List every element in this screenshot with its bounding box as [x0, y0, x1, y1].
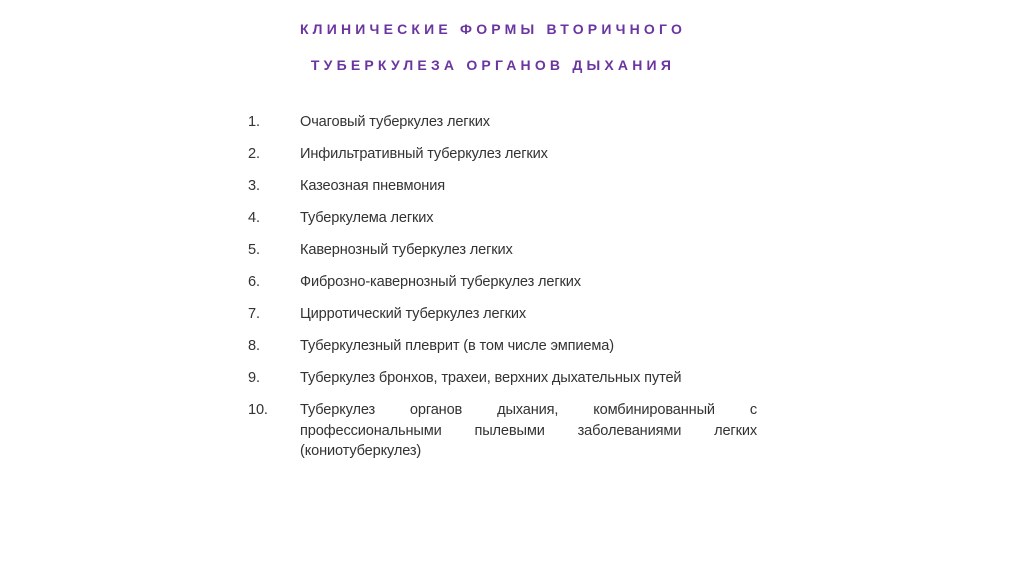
- slide-title-line-2: ТУБЕРКУЛЕЗА ОРГАНОВ ДЫХАНИЯ: [310, 57, 676, 73]
- list-item: [248, 208, 758, 229]
- list-item-number: 6.: [248, 274, 260, 290]
- list-item-text: Туберкулезный плеврит (в том числе эмпиема): [300, 338, 614, 354]
- list-item-text: Кавернозный туберкулез легких: [300, 242, 513, 258]
- list-item-number: 5.: [248, 242, 260, 258]
- list-item-text: Очаговый туберкулез легких: [300, 114, 490, 130]
- list-item: [248, 336, 758, 357]
- list-item-number: 3.: [248, 178, 260, 194]
- list-item: [248, 304, 758, 325]
- list-item-text: Туберкулема легких: [300, 210, 434, 226]
- list-item: [248, 272, 758, 293]
- list-item-number: 4.: [248, 210, 260, 226]
- list-item-number: 8.: [248, 338, 260, 354]
- list-item: [248, 368, 758, 389]
- list-item-number: 2.: [248, 146, 260, 162]
- list-item: [248, 240, 758, 261]
- list-item: [248, 176, 758, 197]
- list-item-text: Туберкулез органов дыхания, комбинированный с профессиональными пылевыми заболеваниями легких (кониотуберкулез): [300, 402, 757, 459]
- list-item-text: Инфильтративный туберкулез легких: [300, 146, 548, 162]
- list-item-text: Казеозная пневмония: [300, 178, 445, 194]
- list-item-text: Туберкулез бронхов, трахеи, верхних дыхательных путей: [300, 370, 682, 386]
- list-item-number: 1.: [248, 114, 260, 130]
- list-item-number: 7.: [248, 306, 260, 322]
- list-item-text: Фиброзно-кавернозный туберкулез легких: [300, 274, 581, 290]
- forms-list: [248, 112, 758, 473]
- list-item-number: 9.: [248, 370, 260, 386]
- list-item: [248, 400, 758, 462]
- list-item: [248, 112, 758, 133]
- list-item: [248, 144, 758, 165]
- list-item-text: Цирротический туберкулез легких: [300, 306, 527, 322]
- list-item-number: 10.: [248, 402, 268, 418]
- slide-title-line-1: КЛИНИЧЕСКИЕ ФОРМЫ ВТОРИЧНОГО: [299, 21, 687, 37]
